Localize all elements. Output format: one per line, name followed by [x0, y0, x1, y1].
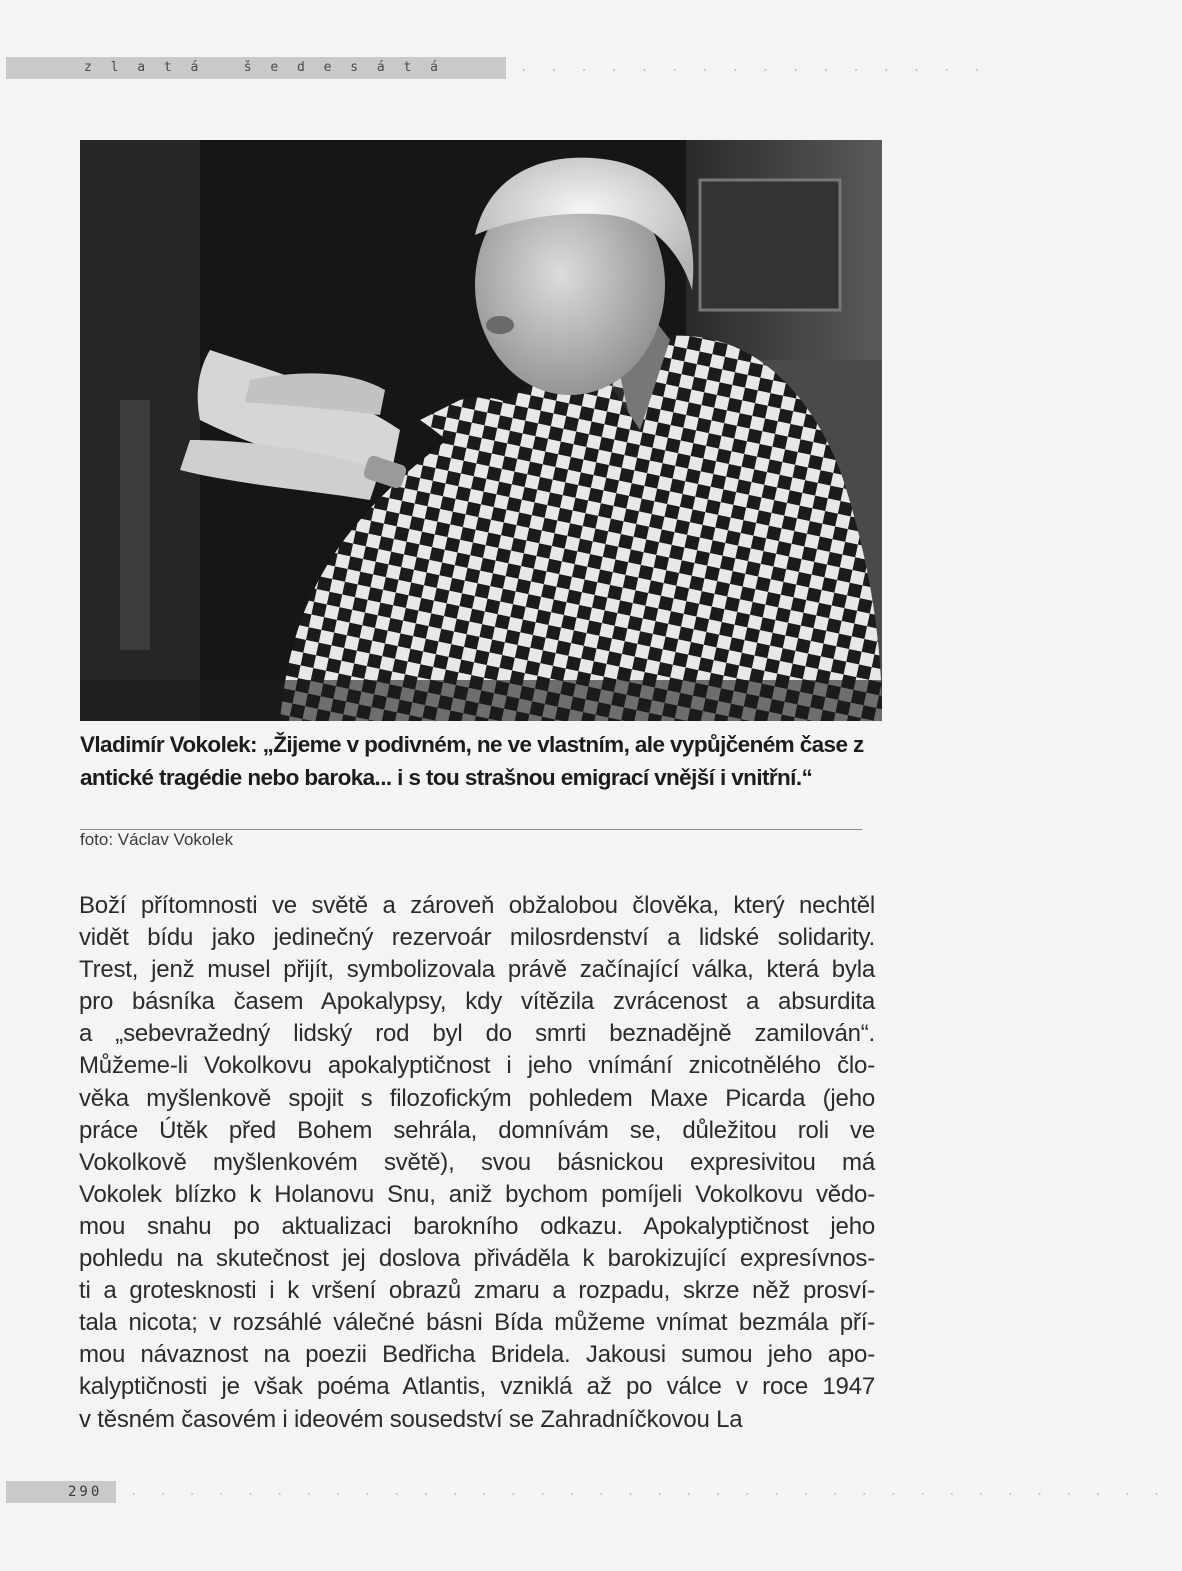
body-line: ti a grotesknosti i k vršení obrazů zmaru a rozpadu, skrze něž prosví-: [79, 1277, 875, 1305]
page-number: 290: [68, 1484, 103, 1500]
body-line: práce Útěk před Bohem sehrála, domnívám se, důležitou roli ve: [79, 1116, 875, 1144]
body-line: pro básníka časem Apokalypsy, kdy vítězila zvrácenost a absurdita: [79, 988, 875, 1016]
body-line: tala nicota; v rozsáhlé válečné básni Bída můžeme vnímat bezmála pří-: [79, 1309, 875, 1337]
photo-credit: foto: Václav Vokolek: [80, 830, 234, 849]
body-line: věka myšlenkově spojit s filozofickým pohledem Maxe Picarda (jeho: [79, 1084, 875, 1112]
body-line: v těsném časovém i ideovém sousedství se Zahradníčkovou La: [79, 1405, 743, 1433]
footer-dots: ....................................: [130, 1484, 1182, 1498]
body-line: mou snahu po aktualizaci barokního odkazu. Apokalyptičnost jeho: [79, 1212, 875, 1240]
running-header-dots: ................: [520, 60, 1004, 74]
body-line: pohledu na skutečnost jej doslova přiváděla k barokizující expresívnos-: [79, 1245, 875, 1273]
body-text: [79, 890, 875, 1436]
running-header-title: zlatá šedesátá: [84, 60, 457, 75]
body-line: Vokolkově myšlenkovém světě), svou básnickou expresivitou má: [79, 1148, 875, 1176]
portrait-photo: [80, 140, 882, 721]
portrait-photo-icon: [80, 140, 882, 721]
body-line: Trest, jenž musel přijít, symbolizovala právě začínající válka, která byla: [79, 956, 875, 984]
photo-caption: Vladimír Vokolek: „Žijeme v podivném, ne ve vlastním, ale vypůjčeném čase z antické tragédie nebo baroka... i s tou strašnou emigrací vnější i vnitřní.“: [80, 732, 864, 790]
body-line: Můžeme-li Vokolkovu apokalyptičnost i jeho vnímání znicotnělého člo-: [79, 1052, 875, 1080]
body-line: Vokolek blízko k Holanovu Snu, aniž bychom pomíjeli Vokolkovu vědo-: [79, 1180, 875, 1208]
body-line: mou návaznost na poezii Bedřicha Bridela. Jakousi sumou jeho apo-: [79, 1341, 875, 1369]
body-line: kalyptičnosti je však poéma Atlantis, vzniklá až po válce v roce 1947: [79, 1373, 875, 1401]
body-line: a „sebevražedný lidský rod byl do smrti beznadějně zamilován“.: [79, 1020, 875, 1048]
body-line: vidět bídu jako jedinečný rezervoár milosrdenství a lidské solidarity.: [79, 924, 875, 952]
body-line: Boží přítomnosti ve světě a zároveň obžalobou člověka, který nechtěl: [79, 892, 875, 919]
